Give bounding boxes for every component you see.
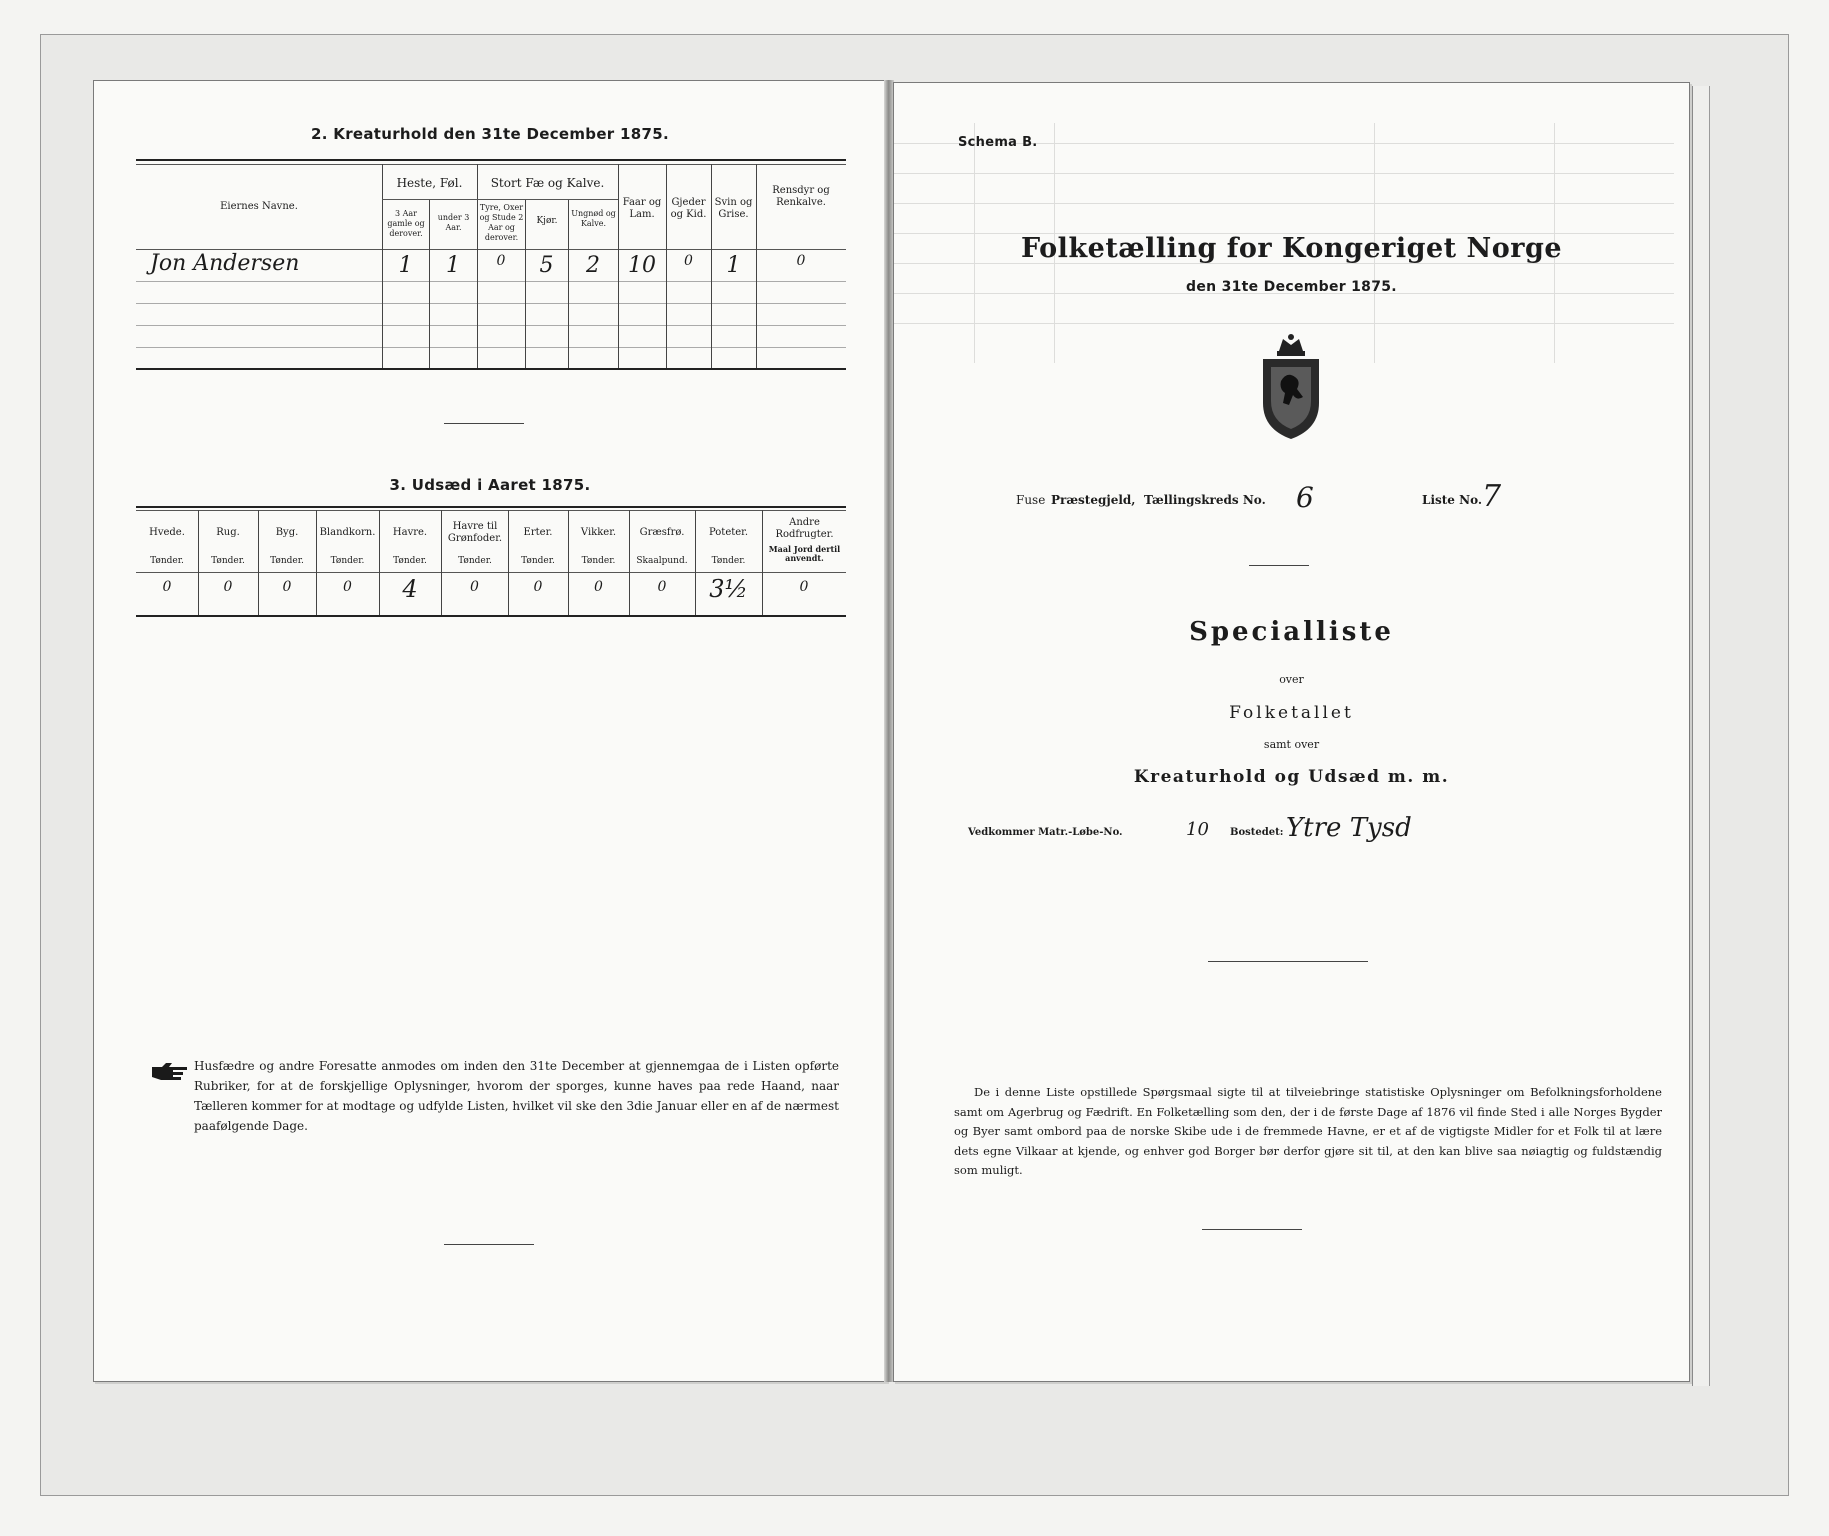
table-rule xyxy=(136,281,846,282)
pointing-hand-icon xyxy=(150,1061,190,1081)
table-rule xyxy=(136,506,846,508)
seed-unit: Tønder. xyxy=(150,556,184,566)
header-goats: Gjeder og Kid. xyxy=(670,197,707,220)
table-rule xyxy=(382,199,618,200)
header-horses: Heste, Føl. xyxy=(396,176,463,190)
table-rule xyxy=(136,159,846,161)
seed-unit: Tønder. xyxy=(581,556,616,566)
over-label: over xyxy=(1279,673,1304,686)
bosted-label: Bostedet: xyxy=(1230,827,1284,838)
seed-unit: Tønder. xyxy=(330,556,365,566)
header-sheep: Faar og Lam. xyxy=(622,197,662,220)
header-bulls: Tyre, Oxer og Stude 2 Aar og derover. xyxy=(479,203,524,242)
seed-header-hvede: Hvede. xyxy=(149,527,185,538)
seed-header-byg: Byg. xyxy=(275,527,299,538)
header-cows: Kjør. xyxy=(536,216,558,226)
table-rule xyxy=(136,249,846,250)
seed-value: 0 xyxy=(594,579,603,595)
header-cattle: Stort Fæ og Kalve. xyxy=(490,176,605,190)
left-page xyxy=(93,80,887,1382)
livestock-title: 2. Kreaturhold den 31te December 1875. xyxy=(311,125,669,143)
seed-header-rodfrugter: Andre Rodfrugter. xyxy=(775,517,834,540)
value-young-cattle: 2 xyxy=(586,253,600,278)
value-goats: 0 xyxy=(684,253,693,269)
list-number: 7 xyxy=(1482,479,1502,514)
schema-label: Schema B. xyxy=(958,135,1038,150)
value-pigs: 1 xyxy=(726,253,741,278)
owner-name: Jon Andersen xyxy=(150,251,300,276)
parish-name: Fuse xyxy=(1016,493,1046,507)
divider xyxy=(1208,961,1368,962)
value-horses-3-over: 1 xyxy=(398,253,413,278)
right-page xyxy=(893,82,1690,1382)
divider xyxy=(1249,565,1309,566)
folketallet-label: Folketallet xyxy=(1229,703,1354,723)
page-subtitle: den 31te December 1875. xyxy=(1186,279,1397,295)
page-edge xyxy=(1692,86,1710,1386)
samt-over-label: samt over xyxy=(1263,738,1320,751)
seed-title: 3. Udsæd i Aaret 1875. xyxy=(389,476,591,494)
table-rule xyxy=(136,368,846,370)
seed-header-havre-gronfoder: Havre til Grønfoder. xyxy=(447,521,503,544)
seed-unit: Tønder. xyxy=(393,556,427,566)
table-rule xyxy=(136,347,846,348)
header-reindeer: Rensdyr og Renkalve. xyxy=(772,185,830,208)
seed-header-blandkorn: Blandkorn. xyxy=(319,527,376,538)
seed-value-poteter: 3½ xyxy=(709,575,748,603)
seed-value: 0 xyxy=(799,579,809,595)
seed-value: 0 xyxy=(470,579,479,595)
seed-value: 0 xyxy=(533,579,543,595)
header-horses-under-3: under 3 Aar. xyxy=(437,213,470,232)
seed-unit: Tønder. xyxy=(521,556,555,566)
value-bulls: 0 xyxy=(496,253,506,269)
value-reindeer: 0 xyxy=(796,253,806,269)
table-rule xyxy=(136,615,846,617)
seed-value: 0 xyxy=(343,579,352,595)
seed-unit: Tønder. xyxy=(211,556,245,566)
seed-unit: Tønder. xyxy=(270,556,304,566)
header-young-cattle: Ungnød og Kalve. xyxy=(571,209,616,228)
special-list-title: Specialliste xyxy=(1189,617,1394,647)
seed-value: 0 xyxy=(657,579,667,595)
instruction-text: De i denne Liste opstillede Spørgsmaal sigte til at tilveiebringe statistiske Oplysninger om Befolkningsforholdene samt om Agerbrug og Fædrift. En Folketælling som den, der i de første Dage af 1876 vil finde Sted i alle Norges Bygder og Byer samt ombord paa de norske Skibe ude i de fremmede Havne, er et af de vigtigste Midler for et Folk til at lære dets egne Vilkaar at kjende, og enhver god Borger bør derfor gjøre sit til, at den kan blive saa nøiagtig og fuldstændig som muligt. xyxy=(954,1085,1662,1177)
seed-header-graesfro: Græsfrø. xyxy=(639,527,685,538)
page-title: Folketælling for Kongeriget Norge xyxy=(1020,233,1563,264)
seed-header-rug: Rug. xyxy=(216,527,240,538)
table-rule xyxy=(136,325,846,326)
kreaturhold-label: Kreaturhold og Udsæd m. m. xyxy=(1133,767,1450,787)
seed-value: 0 xyxy=(162,579,172,595)
header-horses-3-over: 3 Aar gamle og derover. xyxy=(387,209,425,238)
parish-label: Præstegjeld, xyxy=(1051,493,1136,507)
table-rule xyxy=(136,164,846,165)
seed-header-havre: Havre. xyxy=(392,527,428,538)
divider xyxy=(444,423,524,424)
bosted-value: Ytre Tysd xyxy=(1286,813,1412,843)
seed-header-erter: Erter. xyxy=(523,527,553,538)
header-owner: Eiernes Navne. xyxy=(220,201,298,212)
table-rule xyxy=(136,510,846,511)
seed-header-poteter: Poteter. xyxy=(708,527,749,538)
seed-header-vikker: Vikker. xyxy=(580,527,617,538)
notice-text: Husfædre og andre Foresatte anmodes om inden den 31te December at gjennemgaa de i Listen opførte Rubriker, for at de forskjellige Oplysninger, hvorom der sporges, kunne haves paa rede Haand, naar Tælleren kommer for at modtage og udfylde Listen, hvilket vil ske den 3die Januar eller en af de nærmest paafølgende Dage. xyxy=(194,1059,839,1133)
seed-unit: Maal Jord dertil anvendt. xyxy=(768,544,841,563)
seed-value-havre: 4 xyxy=(402,575,418,603)
seed-unit: Tønder. xyxy=(711,556,746,566)
coat-of-arms-icon xyxy=(1251,333,1331,443)
seed-value: 0 xyxy=(223,579,233,595)
divider xyxy=(1202,1229,1302,1230)
value-horses-under-3: 1 xyxy=(446,253,460,278)
table-rule xyxy=(136,303,846,304)
matr-number: 10 xyxy=(1186,819,1209,840)
seed-value: 0 xyxy=(282,579,292,595)
divider xyxy=(444,1244,534,1245)
table-rule xyxy=(136,572,846,573)
seed-unit: Tønder. xyxy=(458,556,492,566)
district-number: 6 xyxy=(1296,481,1314,514)
header-pigs: Svin og Grise. xyxy=(714,197,753,220)
district-label: Tællingskreds No. xyxy=(1144,493,1266,507)
value-cows: 5 xyxy=(539,253,554,278)
seed-unit: Skaalpund. xyxy=(636,556,688,566)
matr-label: Vedkommer Matr.-Løbe-No. xyxy=(968,827,1123,838)
value-sheep: 10 xyxy=(628,253,656,278)
list-label: Liste No. xyxy=(1422,493,1483,507)
